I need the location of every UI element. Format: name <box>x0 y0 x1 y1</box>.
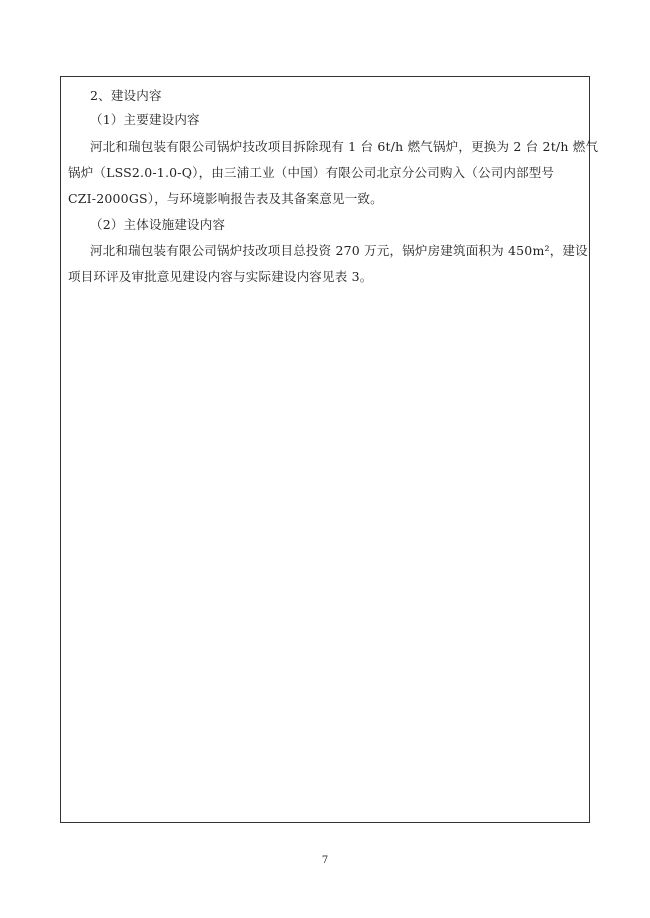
paragraph-line: 河北和瑞包装有限公司锅炉技改项目拆除现有 1 台 6t/h 燃气锅炉，更换为 2 台 2t/h 燃气 <box>90 139 599 154</box>
paragraph-line: 项目环评及审批意见建设内容与实际建设内容见表 3。 <box>68 269 373 284</box>
subsection-heading-main-facilities: （2）主体设施建设内容 <box>90 217 226 232</box>
content-frame <box>60 76 590 823</box>
paragraph-line: 河北和瑞包装有限公司锅炉技改项目总投资 270 万元，锅炉房建筑面积为 450m²，建设 <box>90 243 588 258</box>
subsection-heading-main-construction: （1）主要建设内容 <box>90 112 200 127</box>
page-number: 7 <box>321 855 329 866</box>
paragraph-line: 锅炉（LSS2.0-1.0-Q），由三浦工业（中国）有限公司北京分公司购入（公司内部型号 <box>68 165 555 180</box>
section-heading: 2、建设内容 <box>90 88 162 103</box>
paragraph-line: CZI-2000GS），与环境影响报告表及其备案意见一致。 <box>68 191 383 206</box>
